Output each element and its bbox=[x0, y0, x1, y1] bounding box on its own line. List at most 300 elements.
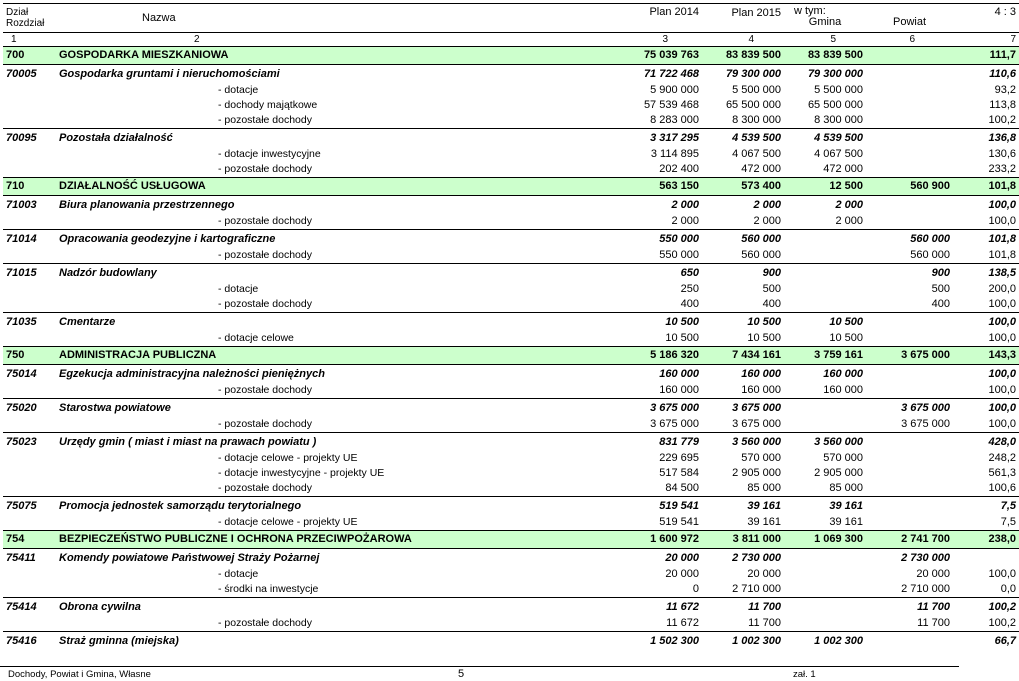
item-row bbox=[3, 113, 1019, 129]
name-cell: Gospodarka gruntami i nieruchomościami bbox=[56, 65, 612, 84]
plan2014-cell: 517 584 bbox=[659, 467, 699, 479]
gmina-cell: 83 839 500 bbox=[784, 47, 866, 65]
plan2015-cell: 3 675 000 bbox=[702, 399, 784, 418]
code-cell bbox=[3, 214, 56, 230]
gmina-cell: 160 000 bbox=[823, 384, 863, 396]
plan2015-cell: 2 905 000 bbox=[732, 467, 781, 479]
item-row bbox=[3, 515, 1019, 531]
item-row bbox=[3, 582, 1019, 598]
plan2015-cell: 2 730 000 bbox=[702, 549, 784, 568]
plan2014-cell: 20 000 bbox=[612, 549, 702, 568]
item-row bbox=[3, 616, 1019, 632]
powiat-cell bbox=[866, 83, 953, 98]
code-cell: 75014 bbox=[3, 365, 56, 384]
plan2015-cell: 5 500 000 bbox=[732, 84, 781, 96]
plan2014-cell: 75 039 763 bbox=[612, 47, 702, 65]
col-index-5: 5 bbox=[784, 33, 866, 47]
plan2014-cell: 400 bbox=[680, 298, 699, 310]
plan2014-cell: 563 150 bbox=[612, 178, 702, 196]
gmina-header-label: Gmina bbox=[808, 16, 842, 28]
plan2014-cell: 3 317 295 bbox=[612, 129, 702, 148]
plan2014-cell: 650 bbox=[612, 264, 702, 283]
plan2015-cell: 500 bbox=[762, 283, 781, 295]
powiat-cell: 20 000 bbox=[916, 568, 950, 580]
ratio-cell: 100,0 bbox=[988, 215, 1016, 227]
item-row bbox=[3, 98, 1019, 113]
ratio-cell: 100,0 bbox=[953, 365, 1019, 384]
name-cell: Cmentarze bbox=[56, 313, 612, 332]
plan2015-cell: 11 700 bbox=[702, 598, 784, 617]
ratio-cell: 110,6 bbox=[953, 65, 1019, 84]
ratio-cell: 143,3 bbox=[953, 347, 1019, 365]
plan2014-cell: 229 695 bbox=[659, 452, 699, 464]
powiat-cell: 3 675 000 bbox=[901, 418, 950, 430]
plan2015-cell: 20 000 bbox=[747, 568, 781, 580]
ratio-cell: 101,8 bbox=[953, 178, 1019, 196]
gmina-cell bbox=[784, 264, 866, 283]
plan2014-cell: 2 000 bbox=[612, 196, 702, 215]
ratio-cell: 100,0 bbox=[988, 332, 1016, 344]
rozdzial-row bbox=[3, 129, 1019, 148]
powiat-cell bbox=[866, 147, 953, 162]
dzial-header-label: Dział bbox=[6, 7, 29, 18]
name-cell: - pozostałe dochody bbox=[218, 617, 312, 630]
ratio-cell: 136,8 bbox=[953, 129, 1019, 148]
column-index-row bbox=[3, 33, 1019, 47]
powiat-cell bbox=[866, 433, 953, 452]
name-cell: - pozostałe dochody bbox=[218, 249, 312, 262]
plan2014-cell: 250 bbox=[680, 283, 699, 295]
name-cell: Egzekucja administracyjna należności pieniężnych bbox=[56, 365, 612, 384]
ratio-cell: 100,0 bbox=[988, 418, 1016, 430]
ratio-cell: 0,0 bbox=[1000, 583, 1016, 595]
code-cell: 71035 bbox=[3, 313, 56, 332]
code-cell bbox=[3, 83, 56, 98]
gmina-cell: 10 500 bbox=[784, 313, 866, 332]
gmina-cell bbox=[784, 567, 866, 582]
gmina-cell bbox=[784, 399, 866, 418]
dzial-rozdzial-header bbox=[3, 4, 56, 33]
plan2015-cell: 2 000 bbox=[753, 215, 781, 227]
plan2015-cell: 900 bbox=[702, 264, 784, 283]
powiat-cell: 2 710 000 bbox=[901, 583, 950, 595]
ratio-cell: 248,2 bbox=[988, 452, 1016, 464]
code-cell bbox=[3, 481, 56, 497]
code-cell: 75075 bbox=[3, 497, 56, 516]
ratio-cell: 113,8 bbox=[989, 99, 1016, 111]
gmina-cell bbox=[784, 248, 866, 264]
name-cell: Nadzór budowlany bbox=[56, 264, 612, 283]
plan2015-cell: 160 000 bbox=[702, 365, 784, 384]
col-index-1: 1 bbox=[3, 33, 56, 47]
ratio-cell: 66,7 bbox=[953, 632, 1019, 651]
plan2014-cell: 84 500 bbox=[665, 482, 699, 494]
plan2014-cell: 11 672 bbox=[612, 598, 702, 617]
plan2014-cell: 3 114 895 bbox=[650, 148, 699, 160]
ratio-cell: 100,0 bbox=[988, 568, 1016, 580]
name-cell: - dotacje inwestycyjne bbox=[218, 148, 321, 161]
gmina-cell: 1 002 300 bbox=[784, 632, 866, 651]
name-cell: - dochody majątkowe bbox=[218, 99, 318, 112]
plan2014-cell: 3 675 000 bbox=[650, 418, 699, 430]
powiat-cell: 560 000 bbox=[910, 249, 950, 261]
plan2014-cell: 8 283 000 bbox=[650, 114, 699, 126]
plan2015-cell: 4 067 500 bbox=[732, 148, 781, 160]
code-cell: 750 bbox=[3, 347, 56, 365]
name-cell: ADMINISTRACJA PUBLICZNA bbox=[56, 347, 612, 365]
code-cell: 710 bbox=[3, 178, 56, 196]
rozdzial-row bbox=[3, 632, 1019, 651]
gmina-cell: 12 500 bbox=[784, 178, 866, 196]
ratio-cell: 100,0 bbox=[988, 298, 1016, 310]
plan2015-cell: 3 675 000 bbox=[732, 418, 781, 430]
ratio-cell: 100,0 bbox=[953, 399, 1019, 418]
powiat-cell bbox=[866, 515, 953, 531]
powiat-cell bbox=[866, 65, 953, 84]
dzial-row bbox=[3, 178, 1019, 196]
code-cell bbox=[3, 582, 56, 598]
col-index-7: 7 bbox=[953, 33, 1019, 47]
plan2014-cell: 5 900 000 bbox=[650, 84, 699, 96]
powiat-header-label: Powiat bbox=[892, 16, 927, 28]
plan2015-cell: 7 434 161 bbox=[702, 347, 784, 365]
ratio-cell bbox=[953, 549, 1019, 568]
ratio-cell: 100,0 bbox=[988, 384, 1016, 396]
name-cell: Urzędy gmin ( miast i miast na prawach powiatu ) bbox=[56, 433, 612, 452]
code-cell: 754 bbox=[3, 531, 56, 549]
powiat-cell bbox=[866, 129, 953, 148]
gmina-cell bbox=[784, 616, 866, 632]
powiat-cell bbox=[866, 466, 953, 481]
rozdzial-row bbox=[3, 399, 1019, 418]
item-row bbox=[3, 83, 1019, 98]
ratio-cell: 100,0 bbox=[953, 313, 1019, 332]
gmina-cell: 4 067 500 bbox=[814, 148, 863, 160]
gmina-cell: 3 560 000 bbox=[784, 433, 866, 452]
powiat-cell: 11 700 bbox=[866, 598, 953, 617]
item-row bbox=[3, 383, 1019, 399]
gmina-cell: 5 500 000 bbox=[814, 84, 863, 96]
name-cell: - środki na inwestycje bbox=[218, 583, 319, 596]
gmina-cell: 2 000 bbox=[835, 215, 863, 227]
item-row bbox=[3, 248, 1019, 264]
plan2015-cell: 11 700 bbox=[748, 617, 781, 629]
ratio-header: 4 : 3 bbox=[994, 6, 1016, 18]
ratio-cell: 233,2 bbox=[988, 163, 1016, 175]
item-row bbox=[3, 282, 1019, 297]
dzial-row bbox=[3, 347, 1019, 365]
ratio-cell: 101,8 bbox=[953, 230, 1019, 249]
name-cell: - pozostałe dochody bbox=[218, 384, 312, 397]
plan2014-cell: 10 500 bbox=[612, 313, 702, 332]
item-row bbox=[3, 214, 1019, 230]
plan2015-cell: 160 000 bbox=[741, 384, 781, 396]
code-cell bbox=[3, 282, 56, 297]
rozdzial-row bbox=[3, 365, 1019, 384]
ratio-cell: 561,3 bbox=[988, 467, 1016, 479]
code-cell: 75020 bbox=[3, 399, 56, 418]
gmina-cell: 472 000 bbox=[823, 163, 863, 175]
plan2015-cell: 79 300 000 bbox=[702, 65, 784, 84]
col-index-2: 2 bbox=[56, 33, 612, 47]
powiat-cell: 900 bbox=[866, 264, 953, 283]
code-cell: 700 bbox=[3, 47, 56, 65]
item-row bbox=[3, 481, 1019, 497]
code-cell bbox=[3, 162, 56, 178]
gmina-cell: 1 069 300 bbox=[784, 531, 866, 549]
plan2015-cell: 85 000 bbox=[747, 482, 781, 494]
nazwa-header-label: Nazwa bbox=[142, 11, 176, 24]
plan2014-cell: 1 600 972 bbox=[612, 531, 702, 549]
name-cell: - dotacje celowe bbox=[218, 332, 294, 345]
powiat-cell bbox=[866, 451, 953, 466]
ratio-cell: 100,2 bbox=[988, 114, 1016, 126]
plan2015-cell: 10 500 bbox=[702, 313, 784, 332]
header-row bbox=[3, 4, 1019, 33]
rozdzial-row bbox=[3, 230, 1019, 249]
item-row bbox=[3, 451, 1019, 466]
name-cell: - dotacje bbox=[218, 84, 259, 97]
item-row bbox=[3, 297, 1019, 313]
name-cell: Promocja jednostek samorządu terytorialnego bbox=[56, 497, 612, 516]
code-cell bbox=[3, 147, 56, 162]
ratio-cell: 7,5 bbox=[953, 497, 1019, 516]
plan2014-cell: 5 186 320 bbox=[612, 347, 702, 365]
name-cell: - pozostałe dochody bbox=[218, 482, 312, 495]
col-index-6: 6 bbox=[866, 33, 953, 47]
name-cell: - pozostałe dochody bbox=[218, 298, 312, 311]
code-cell bbox=[3, 515, 56, 531]
footer-page-number: 5 bbox=[458, 668, 465, 680]
plan2015-cell: 10 500 bbox=[747, 332, 781, 344]
plan2014-cell: 831 779 bbox=[612, 433, 702, 452]
gmina-cell: 8 300 000 bbox=[814, 114, 863, 126]
name-cell: - pozostałe dochody bbox=[218, 418, 312, 431]
col-index-3: 3 bbox=[612, 33, 702, 47]
ratio-cell: 93,2 bbox=[994, 84, 1016, 96]
plan2014-cell: 11 672 bbox=[666, 617, 699, 629]
budget-table bbox=[3, 3, 1019, 650]
item-row bbox=[3, 567, 1019, 582]
gmina-cell bbox=[784, 582, 866, 598]
plan2014-cell: 3 675 000 bbox=[612, 399, 702, 418]
ratio-cell: 101,8 bbox=[988, 249, 1016, 261]
item-row bbox=[3, 162, 1019, 178]
code-cell bbox=[3, 248, 56, 264]
code-cell: 75023 bbox=[3, 433, 56, 452]
gmina-cell: 65 500 000 bbox=[807, 99, 863, 111]
plan2014-cell: 57 539 468 bbox=[643, 99, 699, 111]
code-cell: 75416 bbox=[3, 632, 56, 651]
rozdzial-row bbox=[3, 497, 1019, 516]
powiat-cell bbox=[866, 313, 953, 332]
footer-right-text: zał. 1 bbox=[793, 669, 816, 680]
footer-left-text: Dochody, Powiat i Gmina, Własne bbox=[8, 669, 151, 680]
gmina-cell: 2 905 000 bbox=[814, 467, 863, 479]
dzial-row bbox=[3, 47, 1019, 65]
item-row bbox=[3, 331, 1019, 347]
page-footer bbox=[0, 666, 959, 681]
col-index-4: 4 bbox=[702, 33, 784, 47]
name-cell: Straż gminna (miejska) bbox=[56, 632, 612, 651]
powiat-cell bbox=[866, 632, 953, 651]
ratio-cell: 100,2 bbox=[988, 617, 1016, 629]
name-cell: - dotacje bbox=[218, 568, 259, 581]
code-cell: 71003 bbox=[3, 196, 56, 215]
plan2014-cell: 1 502 300 bbox=[612, 632, 702, 651]
code-cell bbox=[3, 567, 56, 582]
powiat-cell: 2 730 000 bbox=[866, 549, 953, 568]
gmina-cell: 3 759 161 bbox=[784, 347, 866, 365]
name-cell: - dotacje bbox=[218, 283, 259, 296]
gmina-cell: 4 539 500 bbox=[784, 129, 866, 148]
powiat-cell bbox=[866, 47, 953, 65]
powiat-cell: 2 741 700 bbox=[866, 531, 953, 549]
plan2015-cell: 8 300 000 bbox=[732, 114, 781, 126]
rozdzial-row bbox=[3, 313, 1019, 332]
code-cell bbox=[3, 417, 56, 433]
ratio-cell: 130,6 bbox=[988, 148, 1016, 160]
item-row bbox=[3, 417, 1019, 433]
powiat-cell bbox=[866, 214, 953, 230]
dzial-row bbox=[3, 531, 1019, 549]
powiat-cell bbox=[866, 365, 953, 384]
ratio-cell: 7,5 bbox=[1000, 516, 1016, 528]
name-cell: BEZPIECZEŃSTWO PUBLICZNE I OCHRONA PRZECIWPOŻAROWA bbox=[56, 531, 612, 549]
code-cell bbox=[3, 451, 56, 466]
gmina-cell bbox=[784, 598, 866, 617]
plan2014-cell: 202 400 bbox=[659, 163, 699, 175]
powiat-cell bbox=[866, 497, 953, 516]
powiat-cell: 3 675 000 bbox=[866, 399, 953, 418]
powiat-cell bbox=[866, 331, 953, 347]
plan2015-cell: 560 000 bbox=[702, 230, 784, 249]
ratio-cell: 111,7 bbox=[953, 47, 1019, 65]
rozdzial-row bbox=[3, 549, 1019, 568]
name-cell: - pozostałe dochody bbox=[218, 215, 312, 228]
name-cell: - pozostałe dochody bbox=[218, 163, 312, 176]
plan2015-cell: 2 000 bbox=[702, 196, 784, 215]
plan2014-cell: 160 000 bbox=[612, 365, 702, 384]
code-cell bbox=[3, 98, 56, 113]
powiat-cell bbox=[866, 196, 953, 215]
plan2014-cell: 550 000 bbox=[612, 230, 702, 249]
gmina-cell: 160 000 bbox=[784, 365, 866, 384]
ratio-cell: 200,0 bbox=[988, 283, 1016, 295]
gmina-cell bbox=[784, 417, 866, 433]
plan2014-cell: 71 722 468 bbox=[612, 65, 702, 84]
powiat-cell: 11 700 bbox=[917, 617, 950, 629]
ratio-cell: 100,0 bbox=[953, 196, 1019, 215]
gmina-cell bbox=[784, 297, 866, 313]
gmina-cell bbox=[784, 282, 866, 297]
name-cell: Obrona cywilna bbox=[56, 598, 612, 617]
gmina-cell: 79 300 000 bbox=[784, 65, 866, 84]
powiat-cell: 560 000 bbox=[866, 230, 953, 249]
plan2014-cell: 10 500 bbox=[665, 332, 699, 344]
code-cell: 75414 bbox=[3, 598, 56, 617]
name-cell: Komendy powiatowe Państwowej Straży Pożarnej bbox=[56, 549, 612, 568]
rozdzial-header-label: Rozdział bbox=[6, 18, 45, 29]
rozdzial-row bbox=[3, 264, 1019, 283]
plan2014-cell: 550 000 bbox=[659, 249, 699, 261]
item-row bbox=[3, 466, 1019, 481]
gmina-cell bbox=[784, 230, 866, 249]
name-cell: Pozostała działalność bbox=[56, 129, 612, 148]
name-cell: Biura planowania przestrzennego bbox=[56, 196, 612, 215]
powiat-cell: 560 900 bbox=[866, 178, 953, 196]
powiat-cell: 400 bbox=[931, 298, 950, 310]
powiat-cell bbox=[866, 481, 953, 497]
name-cell: Starostwa powiatowe bbox=[56, 399, 612, 418]
plan2014-cell: 2 000 bbox=[671, 215, 699, 227]
powiat-cell: 3 675 000 bbox=[866, 347, 953, 365]
code-cell bbox=[3, 113, 56, 129]
plan2015-cell: 3 811 000 bbox=[702, 531, 784, 549]
plan2015-cell: 570 000 bbox=[741, 452, 781, 464]
ratio-cell: 238,0 bbox=[953, 531, 1019, 549]
gmina-cell: 85 000 bbox=[829, 482, 863, 494]
w-tym-header bbox=[784, 4, 953, 33]
plan2015-cell: 2 710 000 bbox=[732, 583, 781, 595]
ratio-cell: 428,0 bbox=[953, 433, 1019, 452]
code-cell bbox=[3, 616, 56, 632]
plan2015-cell: 3 560 000 bbox=[702, 433, 784, 452]
code-cell bbox=[3, 466, 56, 481]
plan2015-cell: 39 161 bbox=[702, 497, 784, 516]
plan2015-cell: 39 161 bbox=[747, 516, 781, 528]
code-cell bbox=[3, 383, 56, 399]
code-cell: 75411 bbox=[3, 549, 56, 568]
code-cell: 71014 bbox=[3, 230, 56, 249]
rozdzial-row bbox=[3, 196, 1019, 215]
gmina-cell: 2 000 bbox=[784, 196, 866, 215]
code-cell: 70095 bbox=[3, 129, 56, 148]
w-tym-label: w tym: bbox=[794, 5, 826, 17]
plan2014-header: Plan 2014 bbox=[649, 6, 699, 18]
powiat-cell bbox=[866, 98, 953, 113]
powiat-cell bbox=[866, 162, 953, 178]
name-cell: - dotacje celowe - projekty UE bbox=[218, 516, 358, 529]
gmina-cell: 10 500 bbox=[829, 332, 863, 344]
plan2015-header: Plan 2015 bbox=[731, 7, 781, 19]
powiat-cell bbox=[866, 113, 953, 129]
name-cell: - dotacje inwestycyjne - projekty UE bbox=[218, 467, 385, 480]
gmina-cell: 39 161 bbox=[829, 516, 863, 528]
plan2015-cell: 400 bbox=[762, 298, 781, 310]
nazwa-header bbox=[56, 4, 612, 33]
ratio-cell: 138,5 bbox=[953, 264, 1019, 283]
code-cell: 70005 bbox=[3, 65, 56, 84]
plan2014-cell: 519 541 bbox=[612, 497, 702, 516]
gmina-cell bbox=[784, 549, 866, 568]
plan2015-cell: 472 000 bbox=[741, 163, 781, 175]
plan2014-cell: 20 000 bbox=[665, 568, 699, 580]
code-cell: 71015 bbox=[3, 264, 56, 283]
plan2015-cell: 65 500 000 bbox=[725, 99, 781, 111]
rozdzial-row bbox=[3, 598, 1019, 617]
name-cell: DZIAŁALNOŚĆ USŁUGOWA bbox=[56, 178, 612, 196]
powiat-cell bbox=[866, 383, 953, 399]
gmina-cell: 570 000 bbox=[823, 452, 863, 464]
code-cell bbox=[3, 297, 56, 313]
item-row bbox=[3, 147, 1019, 162]
plan2015-cell: 573 400 bbox=[702, 178, 784, 196]
plan2014-cell: 0 bbox=[692, 583, 699, 595]
plan2014-cell: 519 541 bbox=[659, 516, 699, 528]
ratio-cell: 100,6 bbox=[988, 482, 1016, 494]
rozdzial-row bbox=[3, 65, 1019, 84]
